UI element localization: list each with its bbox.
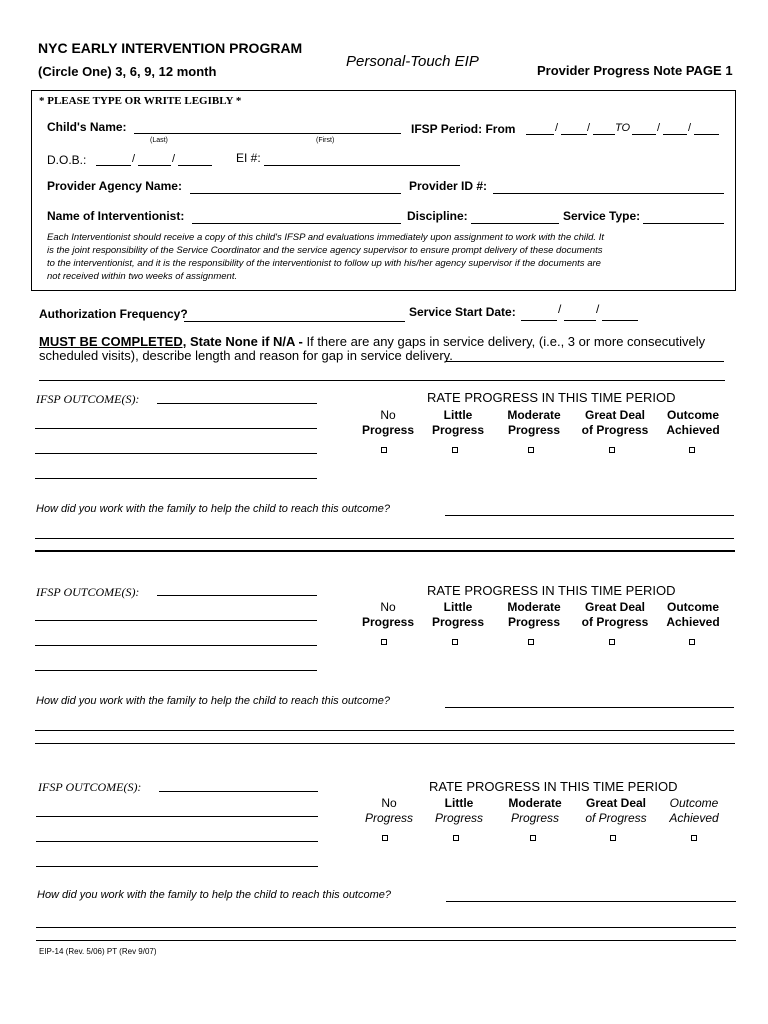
outcome-3-checkbox-little[interactable] [453,835,459,841]
outcome-1-col-great-deal [570,408,660,438]
outcome-2-field-4[interactable] [35,670,317,671]
outcome-2-field-3[interactable] [35,645,317,646]
ifsp-from-month-field[interactable] [526,134,554,135]
last-name-caption: (Last) [150,137,168,144]
ifsp-to-label: TO [615,122,631,134]
col-line-1: No [380,600,396,614]
outcome-2-checkbox-little[interactable] [452,639,458,645]
col-line-2: Progress [431,615,485,629]
discipline-field[interactable] [471,223,559,224]
outcome-3-rate-title: RATE PROGRESS IN THIS TIME PERIOD [429,779,678,794]
col-line-1: Little [443,408,473,422]
col-line-2: Progress [361,423,415,437]
discipline-label: Discipline: [407,209,468,223]
notice-line-3: to the interventionist, and it is the responsibility of the interventionist to follow up with his/her agency supervisor if the documents are [47,258,601,269]
col-line-1: Great Deal [584,408,646,422]
start-month-field[interactable] [521,320,557,321]
col-line-2: Progress [507,423,561,437]
notice-line-2: is the joint responsibility of the Service Coordinator and the service agency supervisor to ensure prompt delivery of these documents [47,245,603,256]
service-start-label: Service Start Date: [409,305,516,319]
ifsp-from-day-field[interactable] [561,134,587,135]
outcome-3-field-3[interactable] [36,841,318,842]
outcome-1-checkbox-moderate[interactable] [528,447,534,453]
auth-frequency-field[interactable] [184,321,405,322]
outcome-1-checkbox-little[interactable] [452,447,458,453]
col-line-1: Little [444,796,474,810]
outcome-1-answer-1[interactable] [445,515,734,516]
service-type-label: Service Type: [563,209,641,223]
col-line-2: Progress [431,423,485,437]
outcome-3-label: IFSP OUTCOME(S): [38,780,142,794]
col-line-1: Outcome [666,600,719,614]
form-page-title: Provider Progress Note PAGE 1 [537,63,733,78]
outcome-1-col-moderate [494,408,574,438]
col-line-2: Achieved [666,423,720,437]
outcome-2-col-great-deal [570,600,660,630]
circle-one-label: (Circle One) 3, 6, 9, 12 month [38,64,217,79]
outcome-3-field-4[interactable] [36,866,318,867]
ifsp-to-month-field[interactable] [632,134,656,135]
col-line-1: Outcome [666,408,719,422]
col-line-2: of Progress [581,615,649,629]
col-line-2: of Progress [581,423,649,437]
col-line-2: Progress [361,615,415,629]
notice-line-4: not received within two weeks of assignment. [47,271,238,282]
first-name-caption: (First) [316,137,335,144]
outcome-1-col-little [418,408,498,438]
dob-label: D.O.B.: [47,153,87,167]
col-line-1: Great Deal [584,600,646,614]
outcome-3-col-achieved [654,796,734,826]
outcome-1-checkbox-great-deal[interactable] [609,447,615,453]
outcome-1-field-4[interactable] [35,478,317,479]
outcome-2-rate-title: RATE PROGRESS IN THIS TIME PERIOD [427,583,676,598]
col-line-2: Achieved [669,811,719,825]
outcome-1-field-3[interactable] [35,453,317,454]
start-day-field[interactable] [564,320,596,321]
col-line-1: Little [443,600,473,614]
outcome-1-checkbox-no-progress[interactable] [381,447,387,453]
outcome-3-question: How did you work with the family to help the child to reach this outcome? [37,889,392,901]
interventionist-field[interactable] [192,223,401,224]
interventionist-label: Name of Interventionist: [47,209,185,223]
dob-year-field[interactable] [178,165,212,166]
outcome-2-question: How did you work with the family to help the child to reach this outcome? [36,695,391,707]
outcome-1-question: How did you work with the family to help the child to reach this outcome? [36,503,391,515]
ei-number-field[interactable] [264,165,460,166]
outcome-3-checkbox-great-deal[interactable] [610,835,616,841]
outcome-1-field-1[interactable] [157,403,317,404]
outcome-3-col-little [419,796,499,826]
ifsp-period-label: IFSP Period: From [411,122,516,136]
dob-day-field[interactable] [138,165,171,166]
section-divider-2 [35,743,735,744]
col-line-2: Progress [507,615,561,629]
outcome-3-checkbox-moderate[interactable] [530,835,536,841]
outcome-2-col-little [418,600,498,630]
outcome-3-checkbox-no-progress[interactable] [382,835,388,841]
col-line-1: No [381,796,397,810]
ifsp-to-slash-2: / [688,122,692,134]
ei-number-label: EI #: [236,151,261,165]
outcome-1-field-2[interactable] [35,428,317,429]
outcome-3-col-moderate [495,796,575,826]
ifsp-to-day-field[interactable] [663,134,687,135]
child-name-label: Child's Name: [47,120,127,134]
col-line-2: Progress [434,811,484,825]
ifsp-from-slash-1: / [555,122,559,134]
col-line-2: of Progress [585,811,647,825]
col-line-2: Achieved [666,615,720,629]
provider-id-field[interactable] [493,193,724,194]
section-divider-3 [36,940,736,941]
provider-id-label: Provider ID #: [409,179,488,193]
child-name-field[interactable] [134,133,401,134]
ifsp-from-year-field[interactable] [593,134,615,135]
outcome-1-label: IFSP OUTCOME(S): [36,392,140,406]
outcome-3-answer-1[interactable] [446,901,736,902]
form-code: EIP-14 (Rev. 5/06) PT (Rev 9/07) [39,947,157,956]
program-title: NYC EARLY INTERVENTION PROGRAM [38,40,303,56]
outcome-2-col-no-progress [348,600,428,630]
outcome-3-answer-2[interactable] [36,927,736,928]
gaps-field-2[interactable] [39,380,725,381]
start-slash-1: / [558,302,562,316]
outcome-3-col-no-progress [349,796,429,826]
start-slash-2: / [596,302,600,316]
col-line-1: Moderate [507,600,561,614]
outcome-2-col-moderate [494,600,574,630]
start-year-field[interactable] [602,320,638,321]
outcome-1-col-achieved [653,408,733,438]
outcome-3-col-great-deal [571,796,661,826]
col-line-1: No [380,408,396,422]
outcome-2-checkbox-great-deal[interactable] [609,639,615,645]
ifsp-to-slash-1: / [657,122,661,134]
outcome-2-col-achieved [653,600,733,630]
gaps-field-1[interactable] [446,361,724,362]
must-complete-label: MUST BE COMPLETED, [39,334,187,349]
gaps-line-2: scheduled visits), describe length and reason for gap in service delivery. [39,348,453,363]
outcome-1-rate-title: RATE PROGRESS IN THIS TIME PERIOD [427,390,676,405]
outcome-2-checkbox-achieved[interactable] [689,639,695,645]
state-none-label: State None if N/A - [186,334,307,349]
outcome-2-checkbox-moderate[interactable] [528,639,534,645]
legibly-notice: * PLEASE TYPE OR WRITE LEGIBLY * [39,95,242,107]
col-line-1: Outcome [669,796,719,810]
outcome-1-checkbox-achieved[interactable] [689,447,695,453]
col-line-1: Moderate [508,796,562,810]
dob-month-field[interactable] [96,165,131,166]
col-line-1: Great Deal [585,796,647,810]
outcome-3-checkbox-achieved[interactable] [691,835,697,841]
outcome-1-col-no-progress [348,408,428,438]
gaps-line-1: If there are any gaps in service delivery, (i.e., 3 or more consecutively [306,334,706,349]
brand-name: Personal-Touch EIP [346,53,479,70]
outcome-2-checkbox-no-progress[interactable] [381,639,387,645]
gaps-instruction [39,334,705,349]
ifsp-to-year-field[interactable] [694,134,719,135]
notice-line-1: Each Interventionist should receive a copy of this child's IFSP and evaluations immediately upon assignment to work with the child. It [47,232,604,243]
outcome-2-field-2[interactable] [35,620,317,621]
outcome-3-field-2[interactable] [36,816,318,817]
outcome-2-answer-2[interactable] [35,730,734,731]
col-line-1: Moderate [507,408,561,422]
auth-frequency-label: Authorization Frequency? [39,307,188,321]
outcome-1-answer-2[interactable] [35,538,734,539]
agency-name-field[interactable] [190,193,401,194]
dob-slash-2: / [172,153,176,165]
outcome-2-answer-1[interactable] [445,707,734,708]
outcome-2-label: IFSP OUTCOME(S): [36,585,140,599]
agency-name-label: Provider Agency Name: [47,179,182,193]
ifsp-from-slash-2: / [587,122,591,134]
dob-slash-1: / [132,153,136,165]
col-line-2: Progress [364,811,414,825]
col-line-2: Progress [510,811,560,825]
outcome-3-field-1[interactable] [159,791,318,792]
service-type-field[interactable] [643,223,724,224]
section-divider-1 [35,550,735,552]
outcome-2-field-1[interactable] [157,595,317,596]
